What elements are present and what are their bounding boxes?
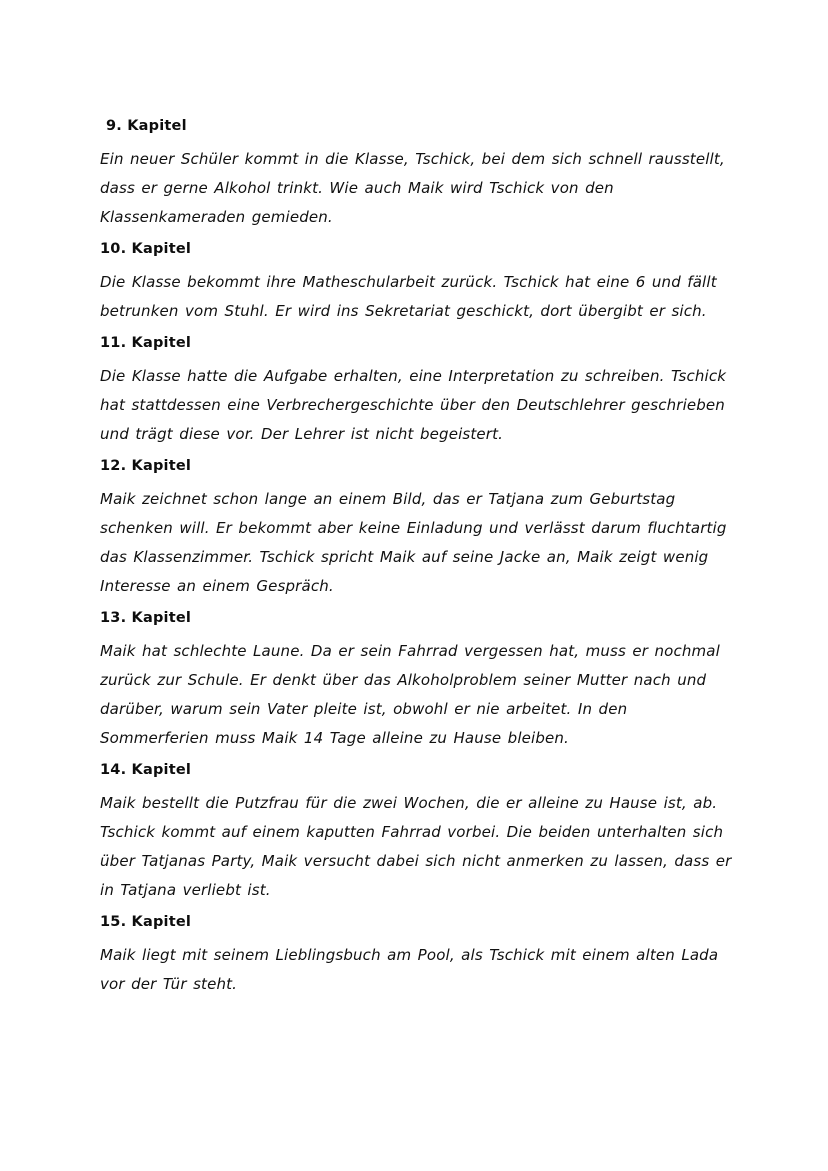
text-line: Ein neuer Schüler kommt in die Klasse, Tschick, bei dem sich schnell rausstellt, xyxy=(100,150,725,168)
chapter-heading: 10. Kapitel xyxy=(100,241,192,257)
chapter-summary xyxy=(100,362,728,449)
chapter-summary xyxy=(100,485,728,601)
text-line: vor der Tür steht. xyxy=(100,975,238,993)
text-line: Maik bestellt die Putzfrau für die zwei Wochen, die er alleine zu Hause ist, ab. xyxy=(100,794,718,812)
text-line: zurück zur Schule. Er denkt über das Alkoholproblem seiner Mutter nach und xyxy=(100,671,707,689)
chapter-summary xyxy=(100,145,728,232)
text-line: Maik liegt mit seinem Lieblingsbuch am Pool, als Tschick mit einem alten Lada xyxy=(100,946,719,964)
chapter-summary xyxy=(100,789,732,905)
chapter-15 xyxy=(100,912,728,999)
text-line: und trägt diese vor. Der Lehrer ist nicht begeistert. xyxy=(100,425,504,443)
chapter-13 xyxy=(100,608,728,753)
chapter-9 xyxy=(100,116,728,232)
chapter-summary xyxy=(100,268,728,326)
text-line: in Tatjana verliebt ist. xyxy=(100,881,271,899)
chapter-heading: 15. Kapitel xyxy=(100,914,192,930)
text-line: Maik hat schlechte Laune. Da er sein Fahrrad vergessen hat, muss er nochmal xyxy=(100,642,720,660)
text-line: dass er gerne Alkohol trinkt. Wie auch Maik wird Tschick von den xyxy=(100,179,614,197)
text-line: das Klassenzimmer. Tschick spricht Maik auf seine Jacke an, Maik zeigt wenig xyxy=(100,548,709,566)
text-line: Die Klasse bekommt ihre Matheschularbeit zurück. Tschick hat eine 6 und fällt xyxy=(100,273,717,291)
chapter-10 xyxy=(100,239,728,326)
chapter-11 xyxy=(100,333,728,449)
chapter-heading: 9. Kapitel xyxy=(106,118,187,134)
text-line: darüber, warum sein Vater pleite ist, obwohl er nie arbeitet. In den xyxy=(100,700,628,718)
chapter-summary xyxy=(100,637,728,753)
chapter-14 xyxy=(100,760,732,905)
text-line: Klassenkameraden gemieden. xyxy=(100,208,333,226)
text-line: Interesse an einem Gespräch. xyxy=(100,577,334,595)
text-line: hat stattdessen eine Verbrechergeschichte über den Deutschlehrer geschrieben xyxy=(100,396,725,414)
chapter-heading: 11. Kapitel xyxy=(100,335,192,351)
chapter-heading: 13. Kapitel xyxy=(100,610,192,626)
chapter-heading: 14. Kapitel xyxy=(100,762,192,778)
text-line: betrunken vom Stuhl. Er wird ins Sekretariat geschickt, dort übergibt er sich. xyxy=(100,302,707,320)
chapter-summary xyxy=(100,941,728,999)
text-line: Tschick kommt auf einem kaputten Fahrrad vorbei. Die beiden unterhalten sich xyxy=(100,823,724,841)
text-line: Maik zeichnet schon lange an einem Bild, das er Tatjana zum Geburtstag xyxy=(100,490,676,508)
chapter-12 xyxy=(100,456,728,601)
text-line: Die Klasse hatte die Aufgabe erhalten, eine Interpretation zu schreiben. Tschick xyxy=(100,367,727,385)
text-line: Sommerferien muss Maik 14 Tage alleine zu Hause bleiben. xyxy=(100,729,569,747)
chapter-heading: 12. Kapitel xyxy=(100,458,192,474)
text-line: über Tatjanas Party, Maik versucht dabei sich nicht anmerken zu lassen, dass er xyxy=(100,852,732,870)
text-line: schenken will. Er bekommt aber keine Einladung und verlässt darum fluchtartig xyxy=(100,519,727,537)
